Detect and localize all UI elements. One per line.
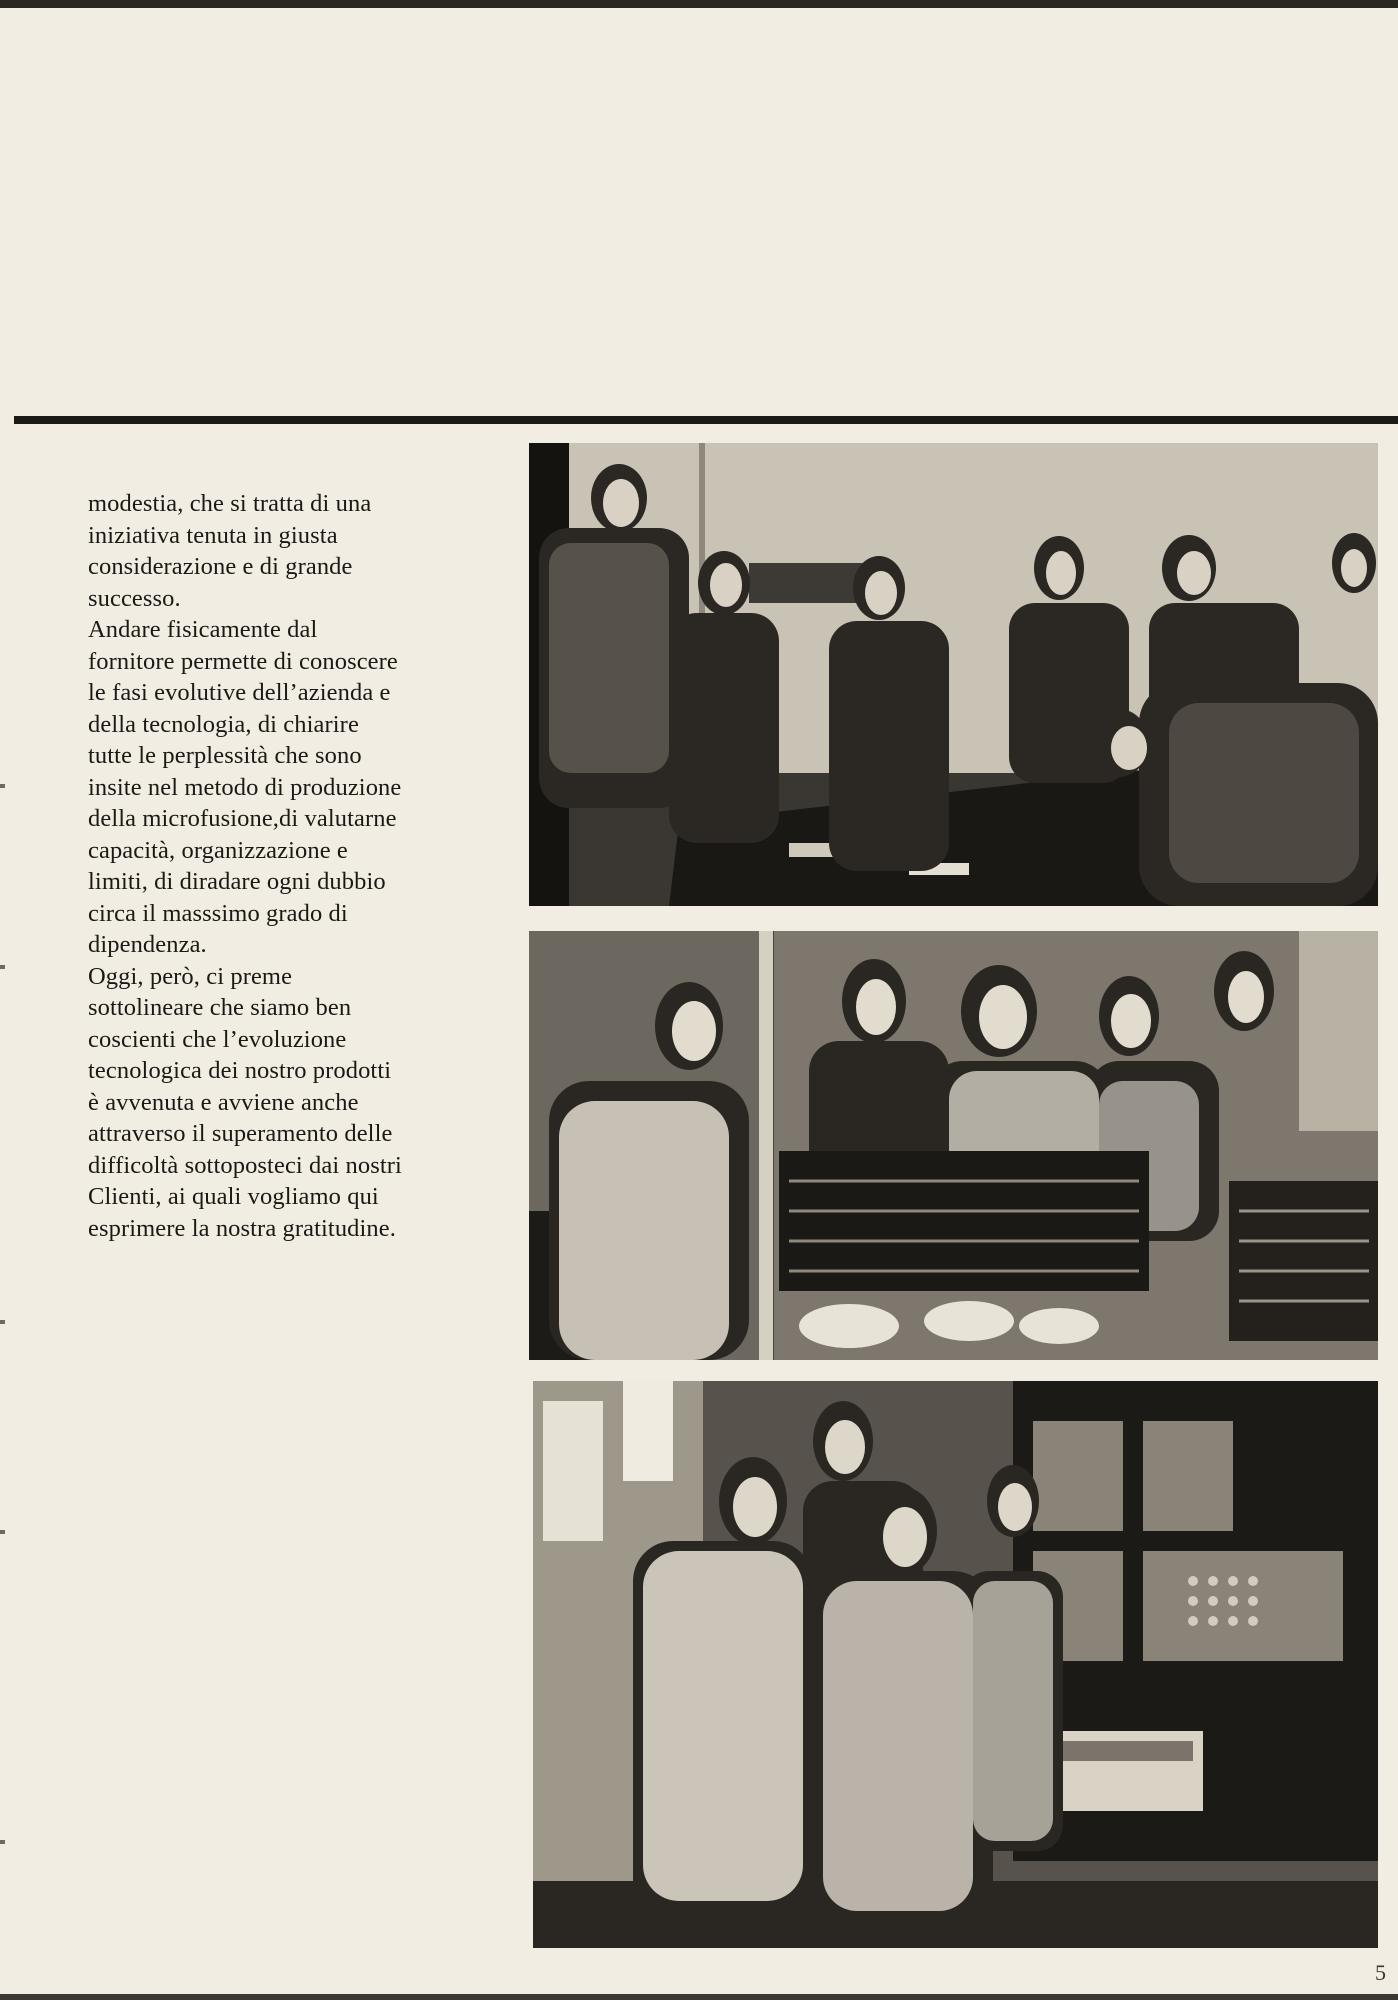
photo-illustration xyxy=(529,443,1378,906)
text-line: coscienti che l’evoluzione xyxy=(88,1025,347,1053)
men-inspecting-wax-cluster-photo xyxy=(529,931,1378,1360)
page-number: 5 xyxy=(1375,1960,1386,1985)
men-at-meeting-table-photo xyxy=(529,443,1378,906)
text-line: insite nel metodo di produzione xyxy=(88,773,402,801)
text-line: le fasi evolutive dell’azienda e xyxy=(88,679,391,706)
binding-edge xyxy=(0,0,6,2000)
text-line: Clienti, ai quali vogliamo qui xyxy=(88,1183,379,1210)
body-text-column xyxy=(88,488,488,1244)
text-line: considerazione e di grande xyxy=(88,553,353,580)
text-line: tecnologica dei nostro prodotti xyxy=(88,1057,392,1084)
text-line: Oggi, però, ci preme xyxy=(88,962,293,990)
page-top-edge xyxy=(0,0,1398,8)
text-line: difficoltà sottoposteci dai nostri xyxy=(88,1151,402,1179)
text-line: è avvenuta e avviene anche xyxy=(88,1088,359,1116)
photo-illustration xyxy=(529,931,1378,1360)
text-line: fornitore permette di conoscere xyxy=(88,647,398,675)
text-line: tutte le perplessità che sono xyxy=(88,742,362,769)
text-line: successo. xyxy=(88,584,181,612)
text-line: iniziativa tenuta in giusta xyxy=(88,521,338,549)
photo-illustration xyxy=(533,1381,1378,1948)
text-line: circa il masssimo grado di xyxy=(88,899,348,927)
text-line: dipendenza. xyxy=(88,931,207,958)
horizontal-rule xyxy=(14,416,1398,424)
men-at-control-panel-photo xyxy=(533,1381,1378,1948)
text-line: della microfusione,di valutarne xyxy=(88,805,397,832)
text-line: attraverso il superamento delle xyxy=(88,1120,393,1147)
text-line: modestia, che si tratta di una xyxy=(88,490,372,517)
page-bottom-edge xyxy=(0,1994,1398,2000)
text-line: Andare fisicamente dal xyxy=(88,616,318,643)
text-line: esprimere la nostra gratitudine. xyxy=(88,1214,396,1242)
text-line: limiti, di diradare ogni dubbio xyxy=(88,868,386,895)
text-line: della tecnologia, di chiarire xyxy=(88,710,359,738)
text-line: sottolineare che siamo ben xyxy=(88,994,352,1021)
paragraph-2 xyxy=(88,614,488,961)
text-line: capacità, organizzazione e xyxy=(88,836,348,864)
paragraph-1 xyxy=(88,488,488,614)
paragraph-3 xyxy=(88,961,488,1245)
